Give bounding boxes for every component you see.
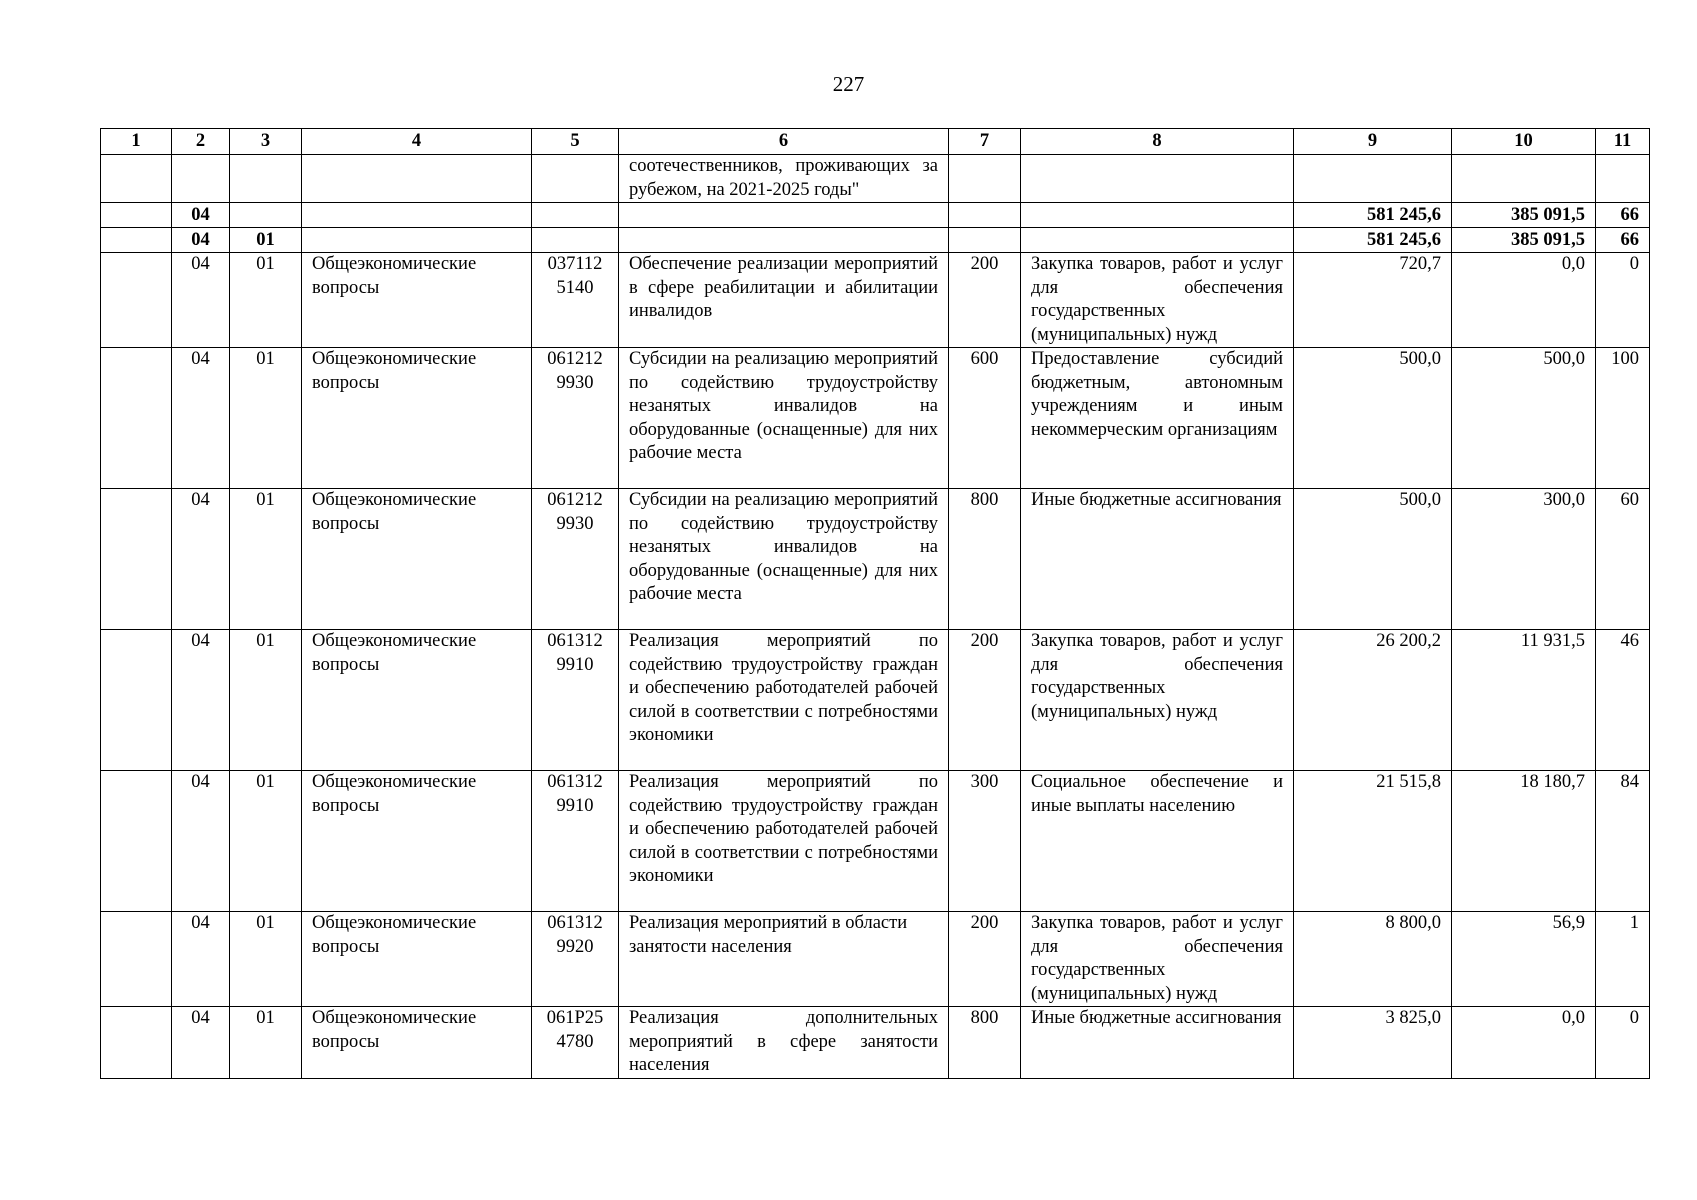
percent-complete: 60	[1596, 489, 1650, 630]
section-name: Общеэкономические вопросы	[302, 771, 532, 912]
section-code: 04	[172, 228, 230, 253]
header-row	[101, 129, 1650, 155]
actual-amount: 18 180,7	[1452, 771, 1596, 912]
actual-amount: 385 091,5	[1452, 228, 1596, 253]
percent-complete: 1	[1596, 912, 1650, 1007]
section-code: 04	[172, 630, 230, 771]
subsection-code: 01	[230, 489, 302, 630]
expense-type-name: Социальное обеспечение и иные выплаты населению	[1021, 771, 1294, 912]
target-article-code: 037112 5140	[532, 253, 619, 348]
expense-type-name: Закупка товаров, работ и услуг для обеспечения государственных (муниципальных) нужд	[1021, 912, 1294, 1007]
column-header: 7	[949, 129, 1021, 155]
section-name: Общеэкономические вопросы	[302, 253, 532, 348]
section-name: Общеэкономические вопросы	[302, 348, 532, 489]
program-description: Субсидии на реализацию мероприятий по содействию трудоустройству незанятых инвалидов на оборудованные (оснащенные) для них рабочие места	[619, 489, 949, 630]
table-row	[101, 348, 1650, 489]
table-row	[101, 771, 1650, 912]
section-code: 04	[172, 348, 230, 489]
target-article-code: 061P25 4780	[532, 1007, 619, 1079]
column-header: 9	[1294, 129, 1452, 155]
actual-amount: 56,9	[1452, 912, 1596, 1007]
planned-amount: 581 245,6	[1294, 203, 1452, 228]
actual-amount: 385 091,5	[1452, 203, 1596, 228]
percent-complete: 66	[1596, 228, 1650, 253]
section-code: 04	[172, 912, 230, 1007]
section-code: 04	[172, 489, 230, 630]
total-row-subsection	[101, 228, 1650, 253]
planned-amount: 3 825,0	[1294, 1007, 1452, 1079]
planned-amount: 720,7	[1294, 253, 1452, 348]
target-article-code: 061312 9910	[532, 630, 619, 771]
percent-complete: 0	[1596, 253, 1650, 348]
page-number: 227	[832, 72, 865, 96]
expense-type-name: Иные бюджетные ассигнования	[1021, 489, 1294, 630]
target-article-code: 061212 9930	[532, 348, 619, 489]
section-name: Общеэкономические вопросы	[302, 489, 532, 630]
actual-amount: 11 931,5	[1452, 630, 1596, 771]
continuation-text: соотечественников, проживающих за рубежом, на 2021-2025 годы"	[619, 155, 949, 203]
planned-amount: 26 200,2	[1294, 630, 1452, 771]
column-header: 6	[619, 129, 949, 155]
target-article-code: 061312 9920	[532, 912, 619, 1007]
expense-type-name: Закупка товаров, работ и услуг для обеспечения государственных (муниципальных) нужд	[1021, 253, 1294, 348]
section-code: 04	[172, 253, 230, 348]
table-row	[101, 912, 1650, 1007]
subsection-code: 01	[230, 253, 302, 348]
section-code: 04	[172, 203, 230, 228]
planned-amount: 21 515,8	[1294, 771, 1452, 912]
subsection-code: 01	[230, 228, 302, 253]
actual-amount: 500,0	[1452, 348, 1596, 489]
table-row	[101, 630, 1650, 771]
actual-amount: 300,0	[1452, 489, 1596, 630]
expense-type-name: Закупка товаров, работ и услуг для обеспечения государственных (муниципальных) нужд	[1021, 630, 1294, 771]
column-header: 1	[101, 129, 172, 155]
expense-type-name: Иные бюджетные ассигнования	[1021, 1007, 1294, 1079]
column-header: 10	[1452, 129, 1596, 155]
program-description: Реализация мероприятий по содействию трудоустройству граждан и обеспечению работодателей рабочей силой в соответствии с потребностями экономики	[619, 771, 949, 912]
expense-type-code: 800	[949, 489, 1021, 630]
percent-complete: 66	[1596, 203, 1650, 228]
planned-amount: 8 800,0	[1294, 912, 1452, 1007]
planned-amount: 581 245,6	[1294, 228, 1452, 253]
column-header: 2	[172, 129, 230, 155]
expense-type-code: 200	[949, 912, 1021, 1007]
target-article-code: 061212 9930	[532, 489, 619, 630]
section-name: Общеэкономические вопросы	[302, 630, 532, 771]
percent-complete: 0	[1596, 1007, 1650, 1079]
expense-type-code: 800	[949, 1007, 1021, 1079]
expense-type-code: 600	[949, 348, 1021, 489]
program-description: Обеспечение реализации мероприятий в сфере реабилитации и абилитации инвалидов	[619, 253, 949, 348]
column-header: 8	[1021, 129, 1294, 155]
total-row-section	[101, 203, 1650, 228]
planned-amount: 500,0	[1294, 489, 1452, 630]
planned-amount: 500,0	[1294, 348, 1452, 489]
table-row	[101, 489, 1650, 630]
program-description: Реализация мероприятий в области занятости населения	[619, 912, 949, 1007]
subsection-code: 01	[230, 348, 302, 489]
section-code: 04	[172, 771, 230, 912]
actual-amount: 0,0	[1452, 1007, 1596, 1079]
column-header: 5	[532, 129, 619, 155]
subsection-code	[230, 203, 302, 228]
program-description: Реализация мероприятий по содействию трудоустройству граждан и обеспечению работодателей рабочей силой в соответствии с потребностями экономики	[619, 630, 949, 771]
column-header: 11	[1596, 129, 1650, 155]
section-code: 04	[172, 1007, 230, 1079]
continuation-row	[101, 155, 1650, 203]
expense-type-name: Предоставление субсидий бюджетным, автономным учреждениям и иным некоммерческим организациям	[1021, 348, 1294, 489]
section-name: Общеэкономические вопросы	[302, 912, 532, 1007]
column-header: 4	[302, 129, 532, 155]
target-article-code: 061312 9910	[532, 771, 619, 912]
budget-table	[100, 128, 1650, 1079]
subsection-code: 01	[230, 771, 302, 912]
table-row	[101, 253, 1650, 348]
table-row	[101, 1007, 1650, 1079]
actual-amount: 0,0	[1452, 253, 1596, 348]
program-description: Субсидии на реализацию мероприятий по содействию трудоустройству незанятых инвалидов на оборудованные (оснащенные) для них рабочие места	[619, 348, 949, 489]
column-header: 3	[230, 129, 302, 155]
expense-type-code: 200	[949, 630, 1021, 771]
program-description: Реализация дополнительных мероприятий в сфере занятости населения	[619, 1007, 949, 1079]
expense-type-code: 200	[949, 253, 1021, 348]
percent-complete: 100	[1596, 348, 1650, 489]
percent-complete: 46	[1596, 630, 1650, 771]
percent-complete: 84	[1596, 771, 1650, 912]
subsection-code: 01	[230, 630, 302, 771]
subsection-code: 01	[230, 912, 302, 1007]
section-name: Общеэкономические вопросы	[302, 1007, 532, 1079]
expense-type-code: 300	[949, 771, 1021, 912]
subsection-code: 01	[230, 1007, 302, 1079]
